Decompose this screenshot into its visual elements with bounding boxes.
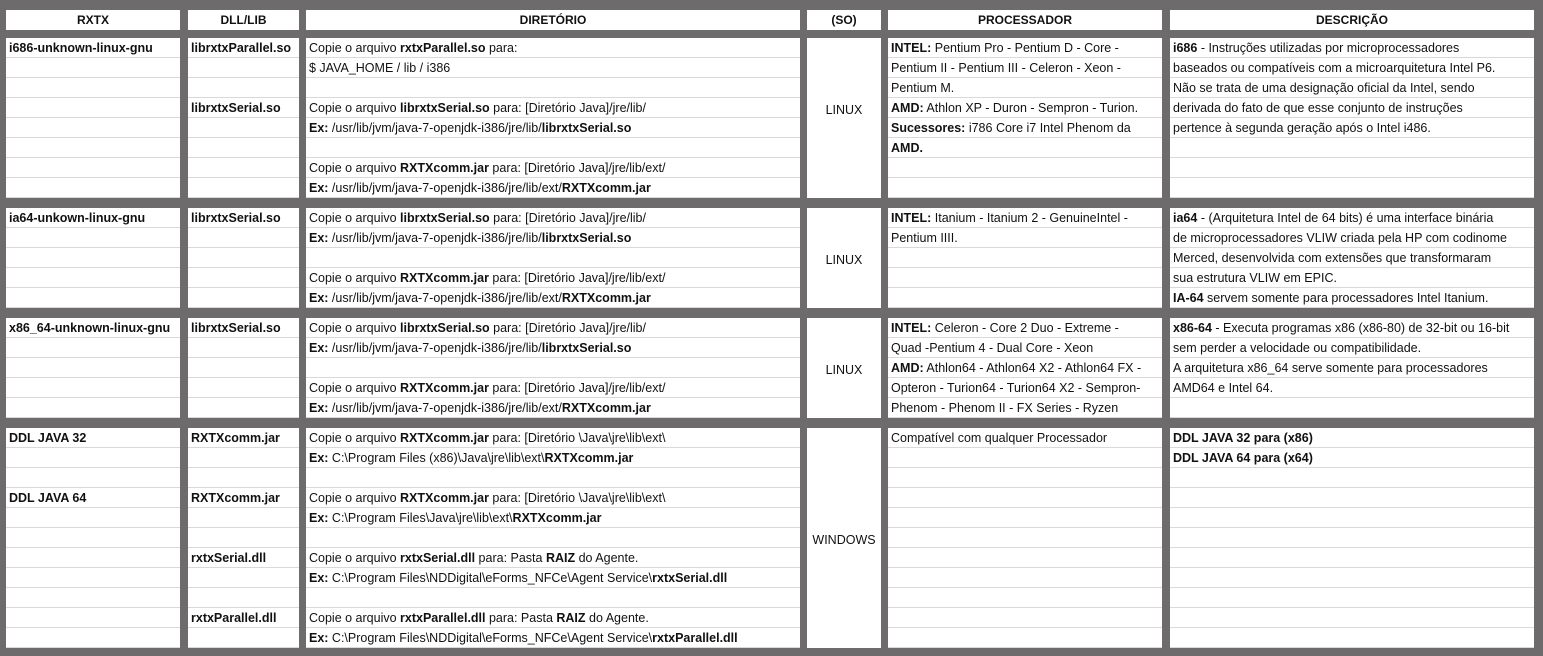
- text-segment: Ex:: [309, 181, 329, 195]
- dir-line: [309, 628, 798, 648]
- text-segment: para:: [485, 41, 518, 55]
- proc-line: [891, 38, 1160, 58]
- text-segment: rxtxSerial.dll: [191, 551, 267, 565]
- text-segment: para: [Diretório Java]/jre/lib/ext/: [488, 271, 666, 285]
- column-header-so: (SO): [807, 10, 881, 30]
- dir-line: [309, 118, 798, 138]
- text-segment: Pentium Pro - Pentium D - Core -: [931, 41, 1119, 55]
- text-segment: C:\Program Files\Java\jre\lib\ext\: [328, 511, 513, 525]
- cell-proc-group-3: [888, 318, 1162, 418]
- desc-line: [1173, 228, 1532, 248]
- column-desc: [1170, 0, 1534, 656]
- desc-line: [1173, 118, 1532, 138]
- cell-dir-group-4: [306, 428, 800, 648]
- rxtx-line: [9, 38, 178, 58]
- dll-line: [191, 608, 297, 628]
- text-segment: /usr/lib/jvm/java-7-openjdk-i386/jre/lib/: [328, 121, 542, 135]
- dll-line: [191, 318, 297, 338]
- text-segment: /usr/lib/jvm/java-7-openjdk-i386/jre/lib/: [328, 231, 542, 245]
- text-segment: RXTXcomm.jar: [400, 431, 489, 445]
- text-segment: /usr/lib/jvm/java-7-openjdk-i386/jre/lib/ext/: [328, 291, 562, 305]
- column-proc: [888, 0, 1162, 656]
- dll-line: [191, 548, 297, 568]
- text-segment: RXTXcomm.jar: [544, 451, 634, 465]
- column-header-dir: DIRETÓRIO: [306, 10, 800, 30]
- text-segment: Itanium - Itanium 2 - GenuineIntel -: [931, 211, 1128, 225]
- desc-line: [1173, 268, 1532, 288]
- proc-line: [891, 338, 1160, 358]
- text-segment: rxtxSerial.dll: [652, 571, 728, 585]
- text-segment: i786 Core i7 Intel Phenom da: [965, 121, 1131, 135]
- cell-rxtx-group-4: [6, 428, 180, 648]
- text-segment: librxtxSerial.so: [191, 101, 281, 115]
- text-segment: RXTXcomm.jar: [191, 431, 280, 445]
- text-segment: rxtxSerial.dll: [400, 551, 476, 565]
- text-segment: RXTXcomm.jar: [561, 291, 651, 305]
- text-segment: librxtxSerial.so: [541, 121, 632, 135]
- text-segment: Pentium M.: [891, 81, 955, 95]
- text-segment: IA-64: [1173, 291, 1204, 305]
- text-segment: Copie o arquivo: [309, 41, 401, 55]
- cell-proc-group-4: [888, 428, 1162, 648]
- text-segment: Ex:: [309, 401, 329, 415]
- text-segment: derivada do fato de que esse conjunto de instruções: [1173, 101, 1463, 115]
- text-segment: sem perder a velocidade ou compatibilidade.: [1173, 341, 1422, 355]
- text-segment: Ex:: [309, 571, 329, 585]
- text-segment: librxtxSerial.so: [191, 211, 281, 225]
- text-segment: Copie o arquivo: [309, 101, 401, 115]
- text-segment: Opteron - Turion64 - Turion64 X2 - Sempron-: [891, 381, 1141, 395]
- text-segment: para: Pasta: [475, 551, 546, 565]
- text-segment: DDL JAVA 32 para (x86): [1173, 431, 1313, 445]
- dir-line: [309, 448, 798, 468]
- text-segment: Pentium IIII.: [891, 231, 958, 245]
- os-label: WINDOWS: [812, 533, 876, 547]
- os-label: LINUX: [825, 253, 863, 267]
- dir-line: [309, 568, 798, 588]
- text-segment: librxtxSerial.so: [541, 341, 632, 355]
- os-label: LINUX: [825, 103, 863, 117]
- column-header-dll: DLL/LIB: [188, 10, 299, 30]
- text-segment: Copie o arquivo: [309, 611, 401, 625]
- desc-line: [1173, 38, 1532, 58]
- text-segment: C:\Program Files\NDDigital\eForms_NFCe\Agent Service\: [328, 571, 653, 585]
- text-segment: Ex:: [309, 631, 329, 645]
- text-segment: - Executa programas x86 (x86-80) de 32-bit ou 16-bit: [1211, 321, 1510, 335]
- proc-line: [891, 58, 1160, 78]
- text-segment: librxtxSerial.so: [191, 321, 281, 335]
- text-segment: RXTXcomm.jar: [561, 181, 651, 195]
- dir-line: [309, 338, 798, 358]
- cell-dll-group-4: [188, 428, 299, 648]
- text-segment: $ JAVA_HOME / lib / i386: [309, 61, 451, 75]
- cell-dll-group-3: [188, 318, 299, 418]
- dll-line: [191, 98, 297, 118]
- text-segment: para: [Diretório Java]/jre/lib/ext/: [488, 381, 666, 395]
- text-segment: librxtxSerial.so: [400, 321, 490, 335]
- text-segment: Copie o arquivo: [309, 271, 401, 285]
- rxtx-line: [9, 208, 178, 228]
- text-segment: baseados ou compatíveis com a microarquitetura Intel P6.: [1173, 61, 1496, 75]
- text-segment: librxtxSerial.so: [400, 101, 490, 115]
- text-segment: RAIZ: [545, 551, 576, 565]
- text-segment: librxtxSerial.so: [541, 231, 632, 245]
- text-segment: Pentium II - Pentium III - Celeron - Xeon -: [891, 61, 1121, 75]
- text-segment: Copie o arquivo: [309, 211, 401, 225]
- text-segment: Merced, desenvolvida com extensões que transformaram: [1173, 251, 1492, 265]
- desc-line: [1173, 208, 1532, 228]
- text-segment: Celeron - Core 2 Duo - Extreme -: [931, 321, 1119, 335]
- text-segment: RXTXcomm.jar: [561, 401, 651, 415]
- os-label: LINUX: [825, 363, 863, 377]
- dir-line: [309, 38, 798, 58]
- dir-line: [309, 398, 798, 418]
- text-segment: RAIZ: [556, 611, 586, 625]
- text-segment: DDL JAVA 32: [9, 431, 87, 445]
- text-segment: Ex:: [309, 341, 329, 355]
- desc-line: [1173, 248, 1532, 268]
- desc-line: [1173, 428, 1532, 448]
- column-so: [807, 0, 881, 656]
- text-segment: i686-unknown-linux-gnu: [9, 41, 153, 55]
- text-segment: do Agente.: [575, 551, 639, 565]
- dir-line: [309, 508, 798, 528]
- text-segment: RXTXcomm.jar: [512, 511, 602, 525]
- desc-line: [1173, 78, 1532, 98]
- text-segment: RXTXcomm.jar: [400, 381, 489, 395]
- cell-rxtx-group-1: [6, 38, 180, 198]
- text-segment: librxtxParallel.so: [191, 41, 292, 55]
- cell-dir-group-2: [306, 208, 800, 308]
- text-segment: RXTXcomm.jar: [400, 161, 489, 175]
- text-segment: x86-64: [1173, 321, 1212, 335]
- text-segment: librxtxSerial.so: [400, 211, 490, 225]
- text-segment: Copie o arquivo: [309, 161, 401, 175]
- dir-line: [309, 288, 798, 308]
- rxtx-line: [9, 428, 178, 448]
- dir-line: [309, 268, 798, 288]
- text-segment: x86_64-unknown-linux-gnu: [9, 321, 171, 335]
- desc-line: [1173, 288, 1532, 308]
- cell-rxtx-group-2: [6, 208, 180, 308]
- proc-line: [891, 358, 1160, 378]
- desc-line: [1173, 58, 1532, 78]
- text-segment: para: [Diretório \Java\jre\lib\ext\: [488, 431, 666, 445]
- proc-line: [891, 98, 1160, 118]
- dll-line: [191, 428, 297, 448]
- column-dll: [188, 0, 299, 656]
- text-segment: para: [Diretório Java]/jre/lib/: [489, 101, 646, 115]
- text-segment: /usr/lib/jvm/java-7-openjdk-i386/jre/lib/ext/: [328, 181, 562, 195]
- text-segment: RXTXcomm.jar: [191, 491, 280, 505]
- text-segment: Copie o arquivo: [309, 491, 401, 505]
- text-segment: do Agente.: [585, 611, 649, 625]
- cell-dll-group-2: [188, 208, 299, 308]
- dir-line: [309, 608, 798, 628]
- cell-desc-group-1: [1170, 38, 1534, 198]
- dir-line: [309, 158, 798, 178]
- text-segment: AMD:: [891, 361, 924, 375]
- dll-line: [191, 38, 297, 58]
- dir-line: [309, 548, 798, 568]
- text-segment: Copie o arquivo: [309, 381, 401, 395]
- cell-rxtx-group-3: [6, 318, 180, 418]
- text-segment: /usr/lib/jvm/java-7-openjdk-i386/jre/lib/: [328, 341, 542, 355]
- text-segment: Ex:: [309, 291, 329, 305]
- dir-line: [309, 488, 798, 508]
- proc-line: [891, 78, 1160, 98]
- cell-proc-group-1: [888, 38, 1162, 198]
- dir-line: [309, 378, 798, 398]
- text-segment: rxtxParallel.dll: [191, 611, 277, 625]
- text-segment: para: [Diretório Java]/jre/lib/: [489, 211, 646, 225]
- text-segment: Ex:: [309, 231, 329, 245]
- desc-line: [1173, 338, 1532, 358]
- text-segment: Athlon XP - Duron - Sempron - Turion.: [923, 101, 1139, 115]
- dll-line: [191, 208, 297, 228]
- desc-line: [1173, 318, 1532, 338]
- column-header-proc: PROCESSADOR: [888, 10, 1162, 30]
- text-segment: Copie o arquivo: [309, 551, 401, 565]
- dir-line: [309, 428, 798, 448]
- proc-line: [891, 138, 1160, 158]
- text-segment: de microprocessadores VLIW criada pela HP com codinome: [1173, 231, 1507, 245]
- text-segment: Não se trata de uma designação oficial da Intel, sendo: [1173, 81, 1475, 95]
- text-segment: Copie o arquivo: [309, 321, 401, 335]
- dir-line: [309, 58, 798, 78]
- text-segment: Athlon64 - Athlon64 X2 - Athlon64 FX -: [923, 361, 1142, 375]
- text-segment: INTEL:: [891, 41, 932, 55]
- text-segment: para: [Diretório \Java\jre\lib\ext\: [488, 491, 666, 505]
- proc-line: [891, 208, 1160, 228]
- cell-desc-group-4: [1170, 428, 1534, 648]
- desc-line: [1173, 378, 1532, 398]
- text-segment: - (Arquitetura Intel de 64 bits) é uma interface binária: [1197, 211, 1494, 225]
- text-segment: Phenom - Phenom II - FX Series - Ryzen: [891, 401, 1119, 415]
- text-segment: Ex:: [309, 121, 329, 135]
- cell-desc-group-2: [1170, 208, 1534, 308]
- cell-so-group-1: [807, 38, 881, 198]
- column-rxtx: [6, 0, 180, 656]
- text-segment: AMD.: [891, 141, 923, 155]
- text-segment: RXTXcomm.jar: [400, 271, 489, 285]
- text-segment: DDL JAVA 64: [9, 491, 87, 505]
- text-segment: AMD64 e Intel 64.: [1173, 381, 1274, 395]
- dir-line: [309, 178, 798, 198]
- text-segment: INTEL:: [891, 211, 932, 225]
- desc-line: [1173, 358, 1532, 378]
- text-segment: Sucessores:: [891, 121, 966, 135]
- cell-dir-group-3: [306, 318, 800, 418]
- text-segment: ia64-unkown-linux-gnu: [9, 211, 146, 225]
- proc-line: [891, 378, 1160, 398]
- cell-so-group-3: [807, 318, 881, 418]
- proc-line: [891, 118, 1160, 138]
- text-segment: AMD:: [891, 101, 924, 115]
- cell-so-group-2: [807, 208, 881, 308]
- cell-dll-group-1: [188, 38, 299, 198]
- column-header-desc: DESCRIÇÃO: [1170, 10, 1534, 30]
- text-segment: servem somente para processadores Intel Itanium.: [1203, 291, 1489, 305]
- text-segment: /usr/lib/jvm/java-7-openjdk-i386/jre/lib/ext/: [328, 401, 562, 415]
- rxtx-line: [9, 488, 178, 508]
- proc-line: [891, 398, 1160, 418]
- text-segment: Quad -Pentium 4 - Dual Core - Xeon: [891, 341, 1094, 355]
- text-segment: rxtxParallel.dll: [652, 631, 738, 645]
- dir-line: [309, 98, 798, 118]
- text-segment: Copie o arquivo: [309, 431, 401, 445]
- text-segment: Ex:: [309, 511, 329, 525]
- text-segment: INTEL:: [891, 321, 932, 335]
- rxtx-line: [9, 318, 178, 338]
- text-segment: C:\Program Files\NDDigital\eForms_NFCe\Agent Service\: [328, 631, 653, 645]
- cell-proc-group-2: [888, 208, 1162, 308]
- proc-line: [891, 428, 1160, 448]
- text-segment: rxtxParallel.so: [400, 41, 486, 55]
- dir-line: [309, 318, 798, 338]
- proc-line: [891, 318, 1160, 338]
- text-segment: RXTXcomm.jar: [400, 491, 489, 505]
- text-segment: Compatível com qualquer Processador: [891, 431, 1108, 445]
- text-segment: A arquitetura x86_64 serve somente para processadores: [1173, 361, 1488, 375]
- text-segment: DDL JAVA 64 para (x64): [1173, 451, 1313, 465]
- text-segment: rxtxParallel.dll: [400, 611, 486, 625]
- text-segment: Ex:: [309, 451, 329, 465]
- proc-line: [891, 228, 1160, 248]
- text-segment: i686: [1173, 41, 1198, 55]
- text-segment: C:\Program Files (x86)\Java\jre\lib\ext\: [328, 451, 545, 465]
- text-segment: para: [Diretório Java]/jre/lib/ext/: [488, 161, 666, 175]
- dir-line: [309, 208, 798, 228]
- text-segment: pertence à segunda geração após o Intel i486.: [1173, 121, 1431, 135]
- column-header-rxtx: RXTX: [6, 10, 180, 30]
- dll-line: [191, 488, 297, 508]
- text-segment: - Instruções utilizadas por microprocessadores: [1197, 41, 1460, 55]
- text-segment: para: [Diretório Java]/jre/lib/: [489, 321, 646, 335]
- desc-line: [1173, 448, 1532, 468]
- cell-dir-group-1: [306, 38, 800, 198]
- column-dir: [306, 0, 800, 656]
- desc-line: [1173, 98, 1532, 118]
- text-segment: para: Pasta: [485, 611, 557, 625]
- cell-so-group-4: [807, 428, 881, 648]
- text-segment: ia64: [1173, 211, 1198, 225]
- text-segment: sua estrutura VLIW em EPIC.: [1173, 271, 1337, 285]
- cell-desc-group-3: [1170, 318, 1534, 418]
- dir-line: [309, 228, 798, 248]
